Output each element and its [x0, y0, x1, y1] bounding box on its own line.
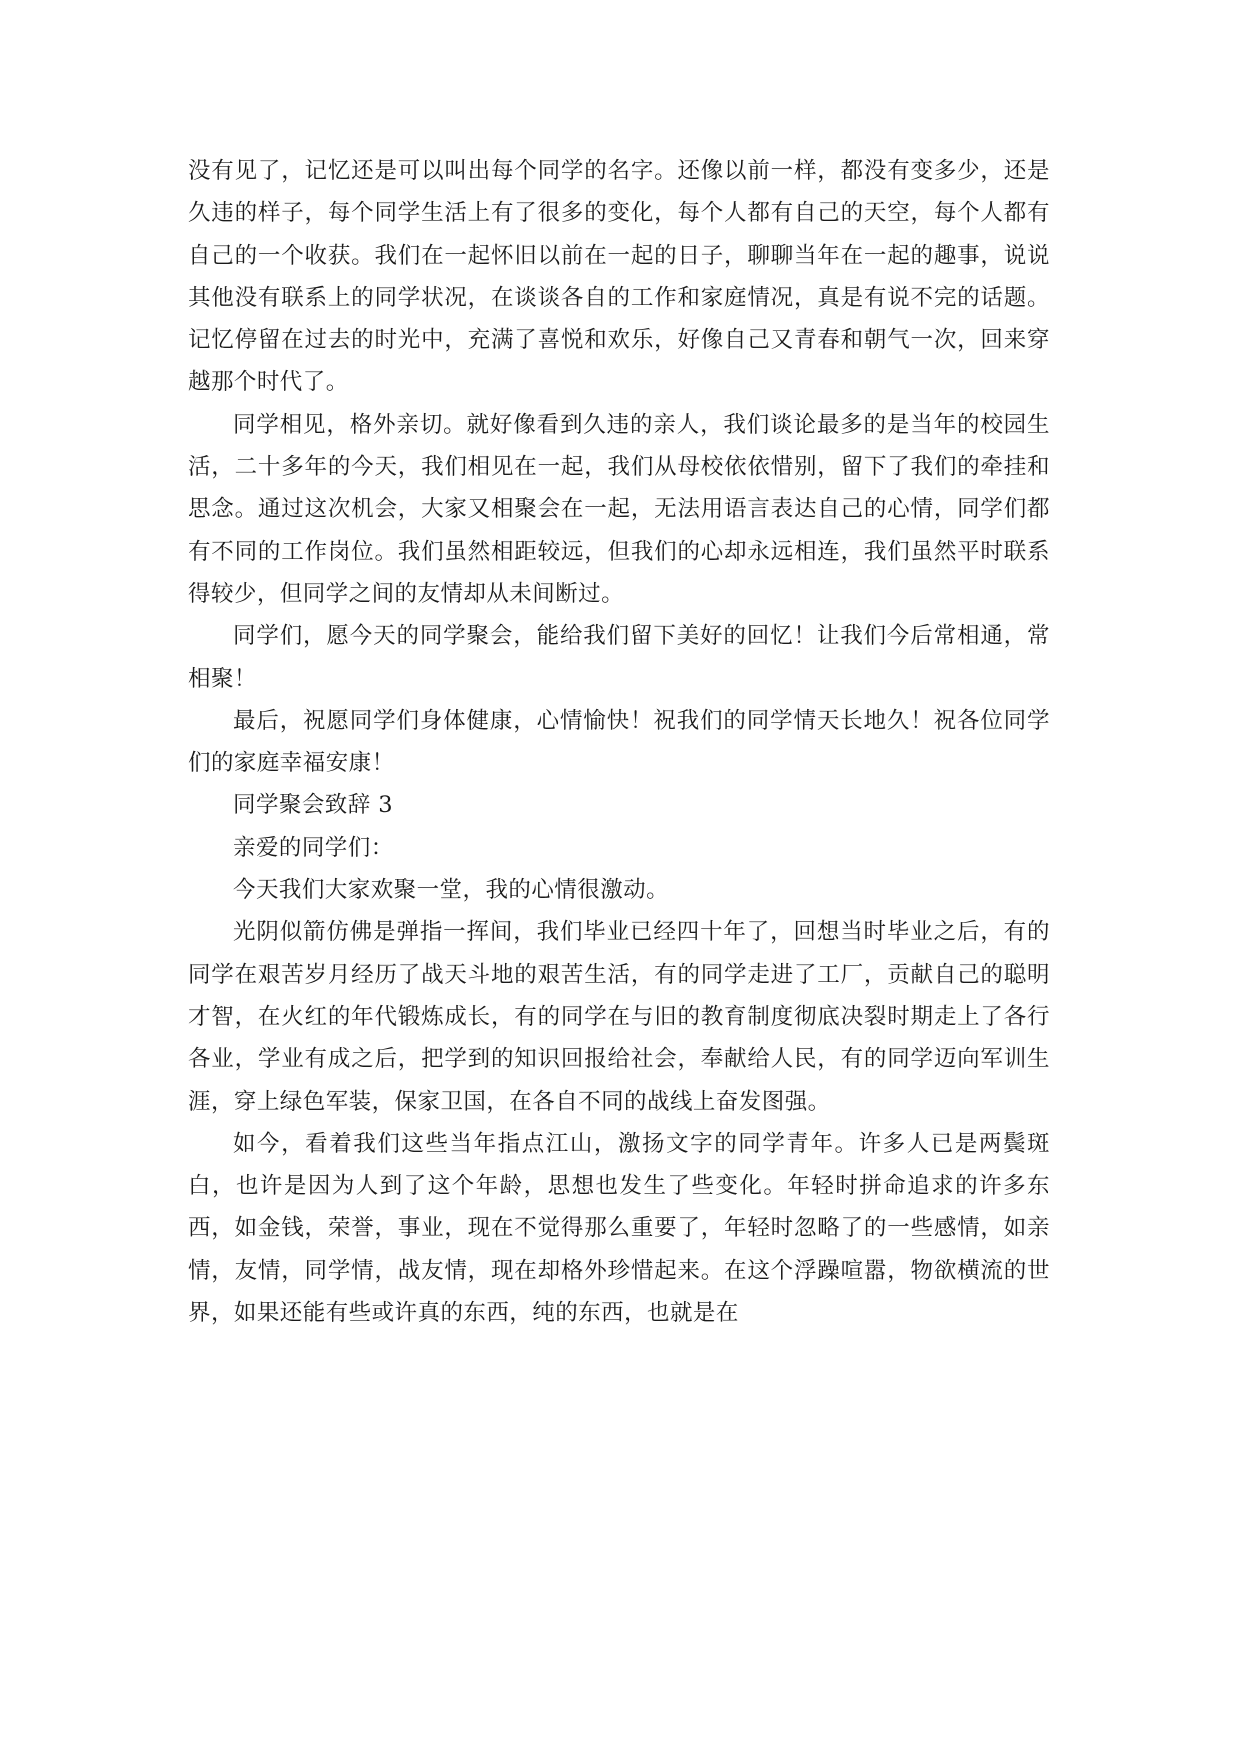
salutation: 亲爱的同学们：: [233, 834, 394, 861]
paragraph-1: 没有见了，记忆还是可以叫出每个同学的名字。还像以前一样，都没有变多少，还是久违的样子，每个同学生活上有了很多的变化，每个人都有自己的天空，每个人都有自己的一个收获。我们在一起怀旧以前在一起的日子，聊聊当年在一起的趣事，说说其他没有联系上的同学状况，在谈谈各自的工作和家庭情况，真是有说不完的话题。记忆停留在过去的时光中，充满了喜悦和欢乐，好像自己又青春和朝气一次，回来穿越那个时代了。: [188, 158, 1050, 396]
paragraph-4: 最后，祝愿同学们身体健康，心情愉快！祝我们的同学情天长地久！祝各位同学们的家庭幸福安康！: [188, 707, 1050, 777]
paragraph-7: 今天我们大家欢聚一堂，我的心情很激动。: [233, 877, 670, 904]
document-body: [188, 150, 1050, 1334]
paragraph-9: 如今，看着我们这些当年指点江山，激扬文字的同学青年。许多人已是两鬓斑白，也许是因为人到了这个年龄，思想也发生了些变化。年轻时拼命追求的许多东西，如金钱，荣誉，事业，现在不觉得那么重要了，年轻时忽略了的一些感情，如亲情，友情，同学情，战友情，现在却格外珍惜起来。在这个浮躁喧嚣，物欲横流的世界，如果还能有些或许真的东西，纯的东西，也就是在: [188, 1130, 1050, 1327]
paragraph-8: 光阴似箭仿佛是弹指一挥间，我们毕业已经四十年了，回想当时毕业之后，有的同学在艰苦岁月经历了战天斗地的艰苦生活，有的同学走进了工厂，贡献自己的聪明才智，在火红的年代锻炼成长，有的同学在与旧的教育制度彻底决裂时期走上了各行各业，学业有成之后，把学到的知识回报给社会，奉献给人民，有的同学迈向军训生涯，穿上绿色军装，保家卫国，在各自不同的战线上奋发图强。: [188, 919, 1050, 1115]
section-heading: 同学聚会致辞 3: [233, 792, 394, 819]
paragraph-2: 同学相见，格外亲切。就好像看到久违的亲人，我们谈论最多的是当年的校园生活，二十多年的今天，我们相见在一起，我们从母校依依惜别，留下了我们的牵挂和思念。通过这次机会，大家又相聚会在一起，无法用语言表达自己的心情，同学们都有不同的工作岗位。我们虽然相距较远，但我们的心却永远相连，我们虽然平时联系得较少，但同学之间的友情却从未间断过。: [188, 411, 1050, 607]
paragraph-3: 同学们，愿今天的同学聚会，能给我们留下美好的回忆！让我们今后常相通，常相聚！: [188, 623, 1050, 692]
